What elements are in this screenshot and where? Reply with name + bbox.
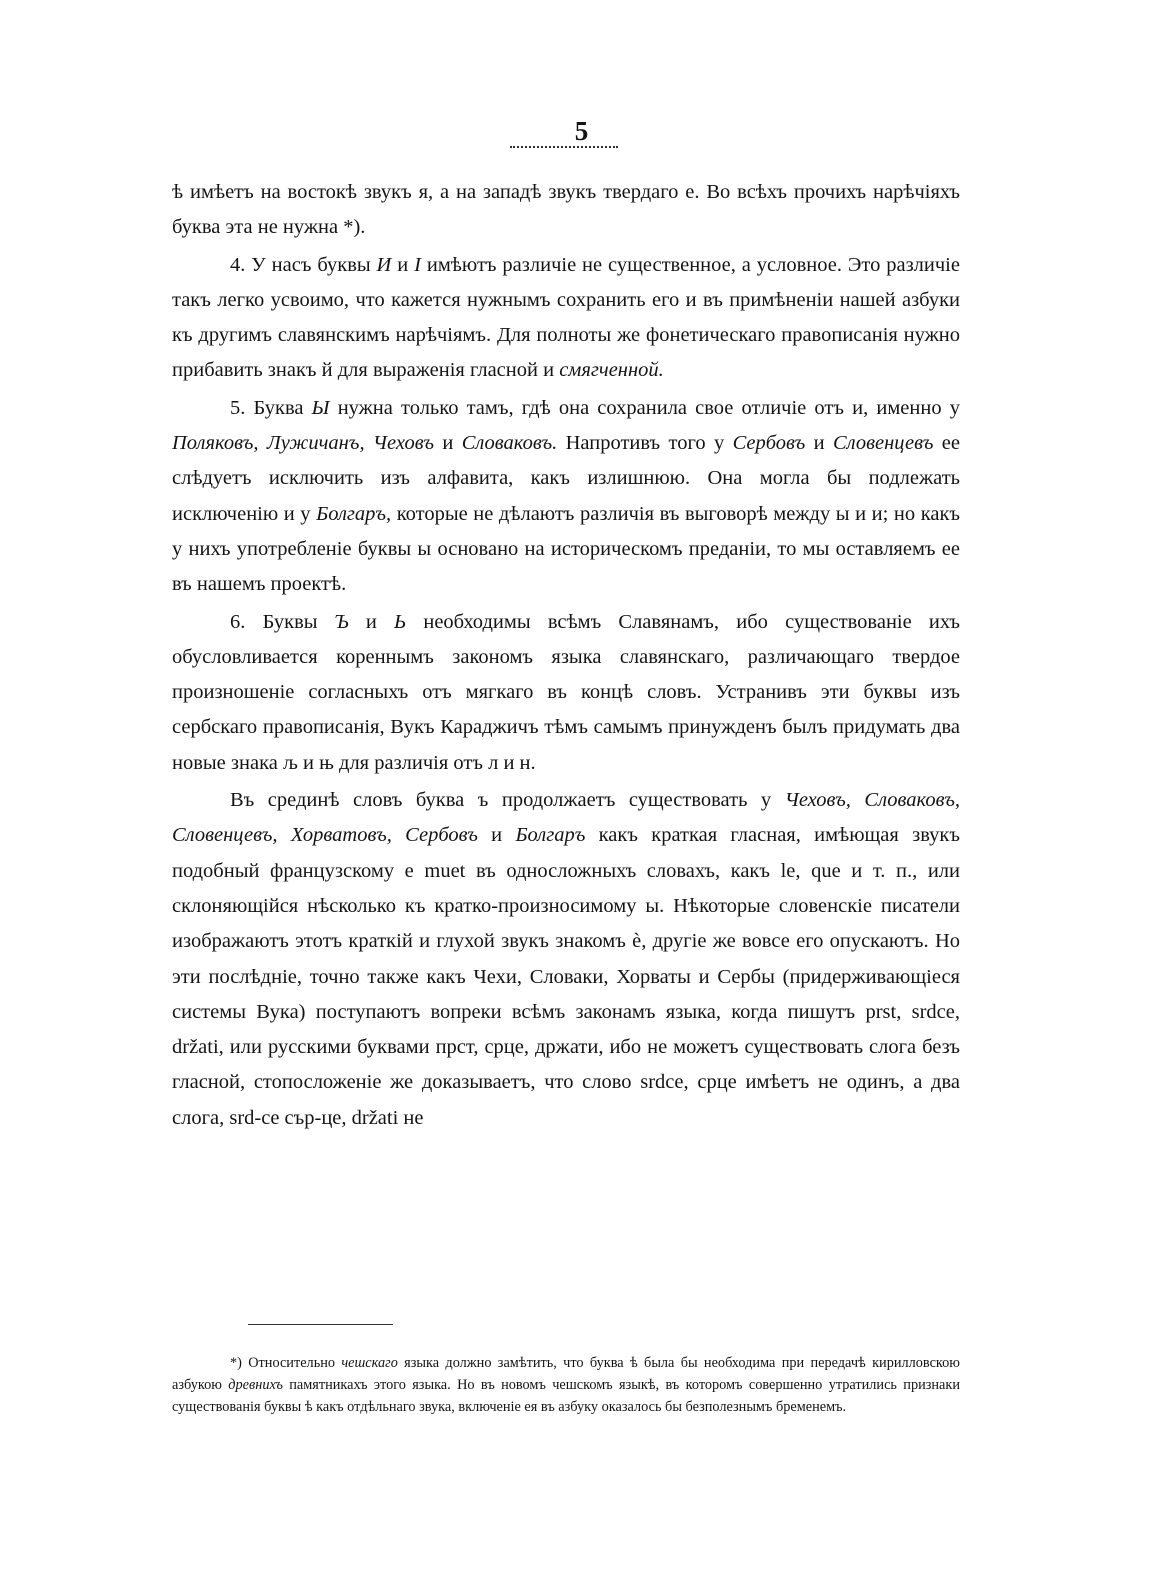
text-run: имѣютъ различіе не существенное, а условное. Это различіе такъ легко усвоимо, что кажется нужнымъ сохранить его и въ примѣненіи нашей азбуки къ другимъ славянскимъ нарѣчіямъ. Для полноты же фонетическаго правописанія нужно прибавить знакъ й для выраженія гласной и [172, 253, 960, 382]
italic-run: Ы [311, 396, 330, 419]
text-run: Въ срединѣ словъ буква ъ продолжаетъ существовать у [230, 789, 785, 812]
italic-run: Болгаръ [515, 824, 586, 847]
italic-run: Чеховъ, Словаковъ, Словенцевъ, Хорватовъ, Сербовъ [172, 789, 960, 847]
text-run: 4. У насъ буквы [230, 253, 377, 276]
text-run: какъ краткая гласная, имѣющая звукъ подобный французскому e muet въ односложныхъ словахъ, какъ le, que и т. п., или склоняющійся нѣсколько къ кратко-произносимому ы. Нѣкоторые словенскіе писатели изображаютъ этотъ краткій и глухой звукъ знакомъ ѐ, другіе же вовсе его опускаютъ. Но эти послѣдніе, точно также какъ Чехи, Словаки, Хорваты и Сербы (придерживающіеся системы Вука) поступаютъ вопреки всѣмъ законамъ языка, когда пишутъ prst, srdce, držati, или русскими буквами прст, срце, држати, ибо не можетъ существовать слога безъ гласной, стопосложеніе же доказываетъ, что слово srdce, срце имѣетъ не одинъ, а два слога, srd-ce сър-це, držati не [172, 824, 960, 1129]
footnote-separator [248, 1324, 393, 1325]
text-run: *) Относительно [230, 1355, 342, 1371]
italic-run: чешскаго [341, 1355, 398, 1371]
italic-run: I [414, 253, 421, 276]
paragraph [172, 248, 960, 389]
paragraph [172, 783, 960, 1136]
paragraph [172, 605, 960, 781]
main-text [172, 175, 960, 1136]
paragraph [172, 391, 960, 603]
text-run: языка должно замѣтить, что буква ѣ была бы необходима при передачѣ кирилловскою азбукою [172, 1355, 960, 1393]
italic-run: Болгаръ, [316, 502, 392, 525]
italic-run: Словаковъ. [461, 432, 558, 455]
text-run: и [348, 610, 395, 633]
text-run: Напротивъ того у [557, 432, 733, 455]
text-run: и [805, 432, 833, 455]
page-number-ornament [510, 146, 618, 148]
text-run: 6. Буквы [230, 610, 335, 633]
italic-run: смягченной. [559, 359, 664, 382]
text-run: и [434, 432, 462, 455]
text-run: ее слѣдуетъ исключить изъ алфавита, какъ излишнюю. Она могла бы подлежать исключенію и у [172, 432, 960, 525]
footnote [172, 1352, 960, 1418]
text-run: нужна только тамъ, гдѣ она сохранила свое отличіе отъ и, именно у [329, 396, 960, 419]
text-run: и [477, 824, 516, 847]
italic-run: Ъ [334, 610, 349, 633]
paragraph [172, 175, 960, 246]
italic-run: Словенцевъ [833, 432, 934, 455]
text-run: ѣ имѣетъ на востокѣ звукъ я, а на западѣ звукъ твердаго е. Во всѣхъ прочихъ нарѣчіяхъ буква эта не нужна *). [172, 181, 960, 239]
text-run: 5. Буква [230, 396, 312, 419]
text-run: памятникахъ этого языка. Но въ новомъ чешскомъ языкѣ, въ которомъ совершенно утратились признаки существованія буквы ѣ какъ отдѣльнаго звука, включеніе ея въ азбуку оказалось бы безполезнымъ бременемъ. [172, 1377, 960, 1415]
italic-run: Сербовъ [732, 432, 806, 455]
page-number: 5 [574, 116, 589, 146]
italic-run: Ь [394, 610, 407, 633]
italic-run: древнихъ [228, 1377, 283, 1393]
italic-run: И [376, 253, 392, 276]
text-run: и [391, 253, 415, 276]
text-run: необходимы всѣмъ Славянамъ, ибо существованіе ихъ обусловливается кореннымъ закономъ языка славянскаго, различающаго твердое произношеніе согласныхъ отъ мягкаго въ концѣ словъ. Устранивъ эти буквы изъ сербскаго правописанія, Вукъ Караджичъ тѣмъ самымъ принужденъ былъ придумать два новые знака љ и њ для различія отъ л и н. [172, 610, 960, 774]
italic-run: Поляковъ, Лужичанъ, Чеховъ [172, 432, 434, 455]
text-run: которые не дѣлаютъ различія въ выговорѣ между ы и и; но какъ у нихъ употребленіе буквы ы основано на историческомъ преданіи, то мы оставляемъ ее въ нашемъ проектѣ. [172, 502, 961, 596]
